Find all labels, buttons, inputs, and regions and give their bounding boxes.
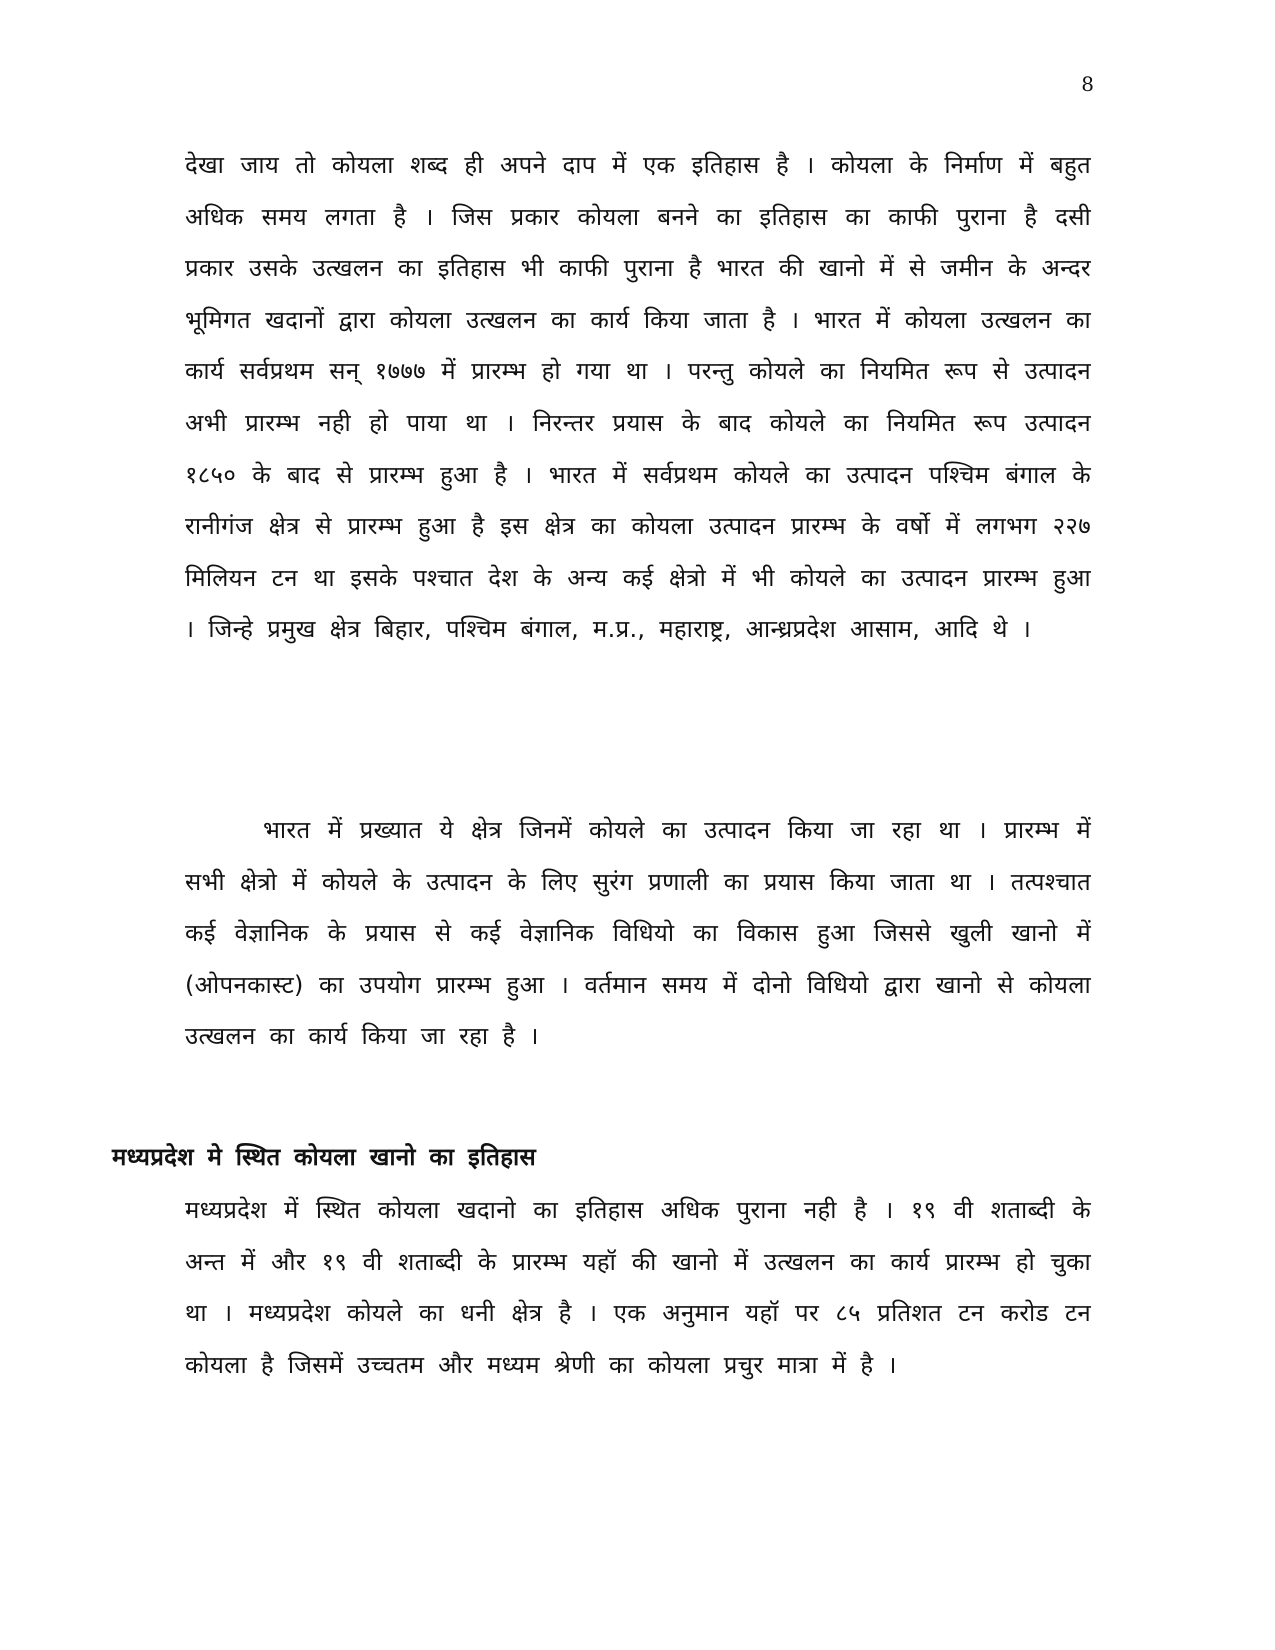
body-paragraph-1: देखा जाय तो कोयला शब्द ही अपने दाप में एक इतिहास है । कोयला के निर्माण में बहुत अधिक समय लगता है । जिस प्रकार कोयला बनने का इतिहास का काफी पुराना है दसी प्रकार उसके उत्खलन का इतिहास भी काफी पुराना है भारत की खानो में से जमीन के अन्दर भूमिगत खदानों द्वारा कोयला उत्खलन का कार्य किया जाता है । भारत में कोयला उत्खलन का कार्य सर्वप्रथम सन् १७७७ में प्रारम्भ हो गया था । परन्तु कोयले का नियमित रूप से उत्पादन अभी प्रारम्भ नही हो पाया था । निरन्तर प्रयास के बाद कोयले का नियमित रूप उत्पादन १८५० के बाद से प्रारम्भ हुआ है । भारत में सर्वप्रथम कोयले का उत्पादन पश्चिम बंगाल के रानीगंज क्षेत्र से प्रारम्भ हुआ है इस क्षेत्र का कोयला उत्पादन प्रारम्भ के वर्षो में लगभग २२७ मिलियन टन था इसके पश्चात देश के अन्य कई क्षेत्रो में भी कोयले का उत्पादन प्रारम्भ हुआ । जिन्हे प्रमुख क्षेत्र बिहार, पश्चिम बंगाल, म.प्र., महाराष्ट्र, आन्ध्रप्रदेश आसाम, आदि थे । [185,151,1091,644]
body-paragraph-2: भारत में प्रख्यात ये क्षेत्र जिनमें कोयले का उत्पादन किया जा रहा था । प्रारम्भ में सभी क्षेत्रो में कोयले के उत्पादन के लिए सुरंग प्रणाली का प्रयास किया जाता था । तत्पश्चात कई वेज्ञानिक के प्रयास से कई वेज्ञानिक विधियो का विकास हुआ जिससे खुली खानो में (ओपनकास्ट) का उपयोग प्रारम्भ हुआ । वर्तमान समय में दोनो विधियो द्वारा खानो से कोयला उत्खलन का कार्य किया जा रहा है । [185,816,1091,1051]
page-number: 8 [1081,72,1094,96]
body-paragraph-3: मध्यप्रदेश में स्थित कोयला खदानो का इतिहास अधिक पुराना नही है । १९ वी शताब्दी के अन्त में और १९ वी शताब्दी के प्रारम्भ यहॉ की खानो में उत्खलन का कार्य प्रारम्भ हो चुका था । मध्यप्रदेश कोयले का धनी क्षेत्र है । एक अनुमान यहॉ पर ८५ प्रतिशत टन करोड टन कोयला है जिसमें उच्चतम और मध्यम श्रेणी का कोयला प्रचुर मात्रा में है । [185,1196,1091,1379]
section-heading: मध्यप्रदेश मे स्थित कोयला खानो का इतिहास [112,1143,537,1171]
